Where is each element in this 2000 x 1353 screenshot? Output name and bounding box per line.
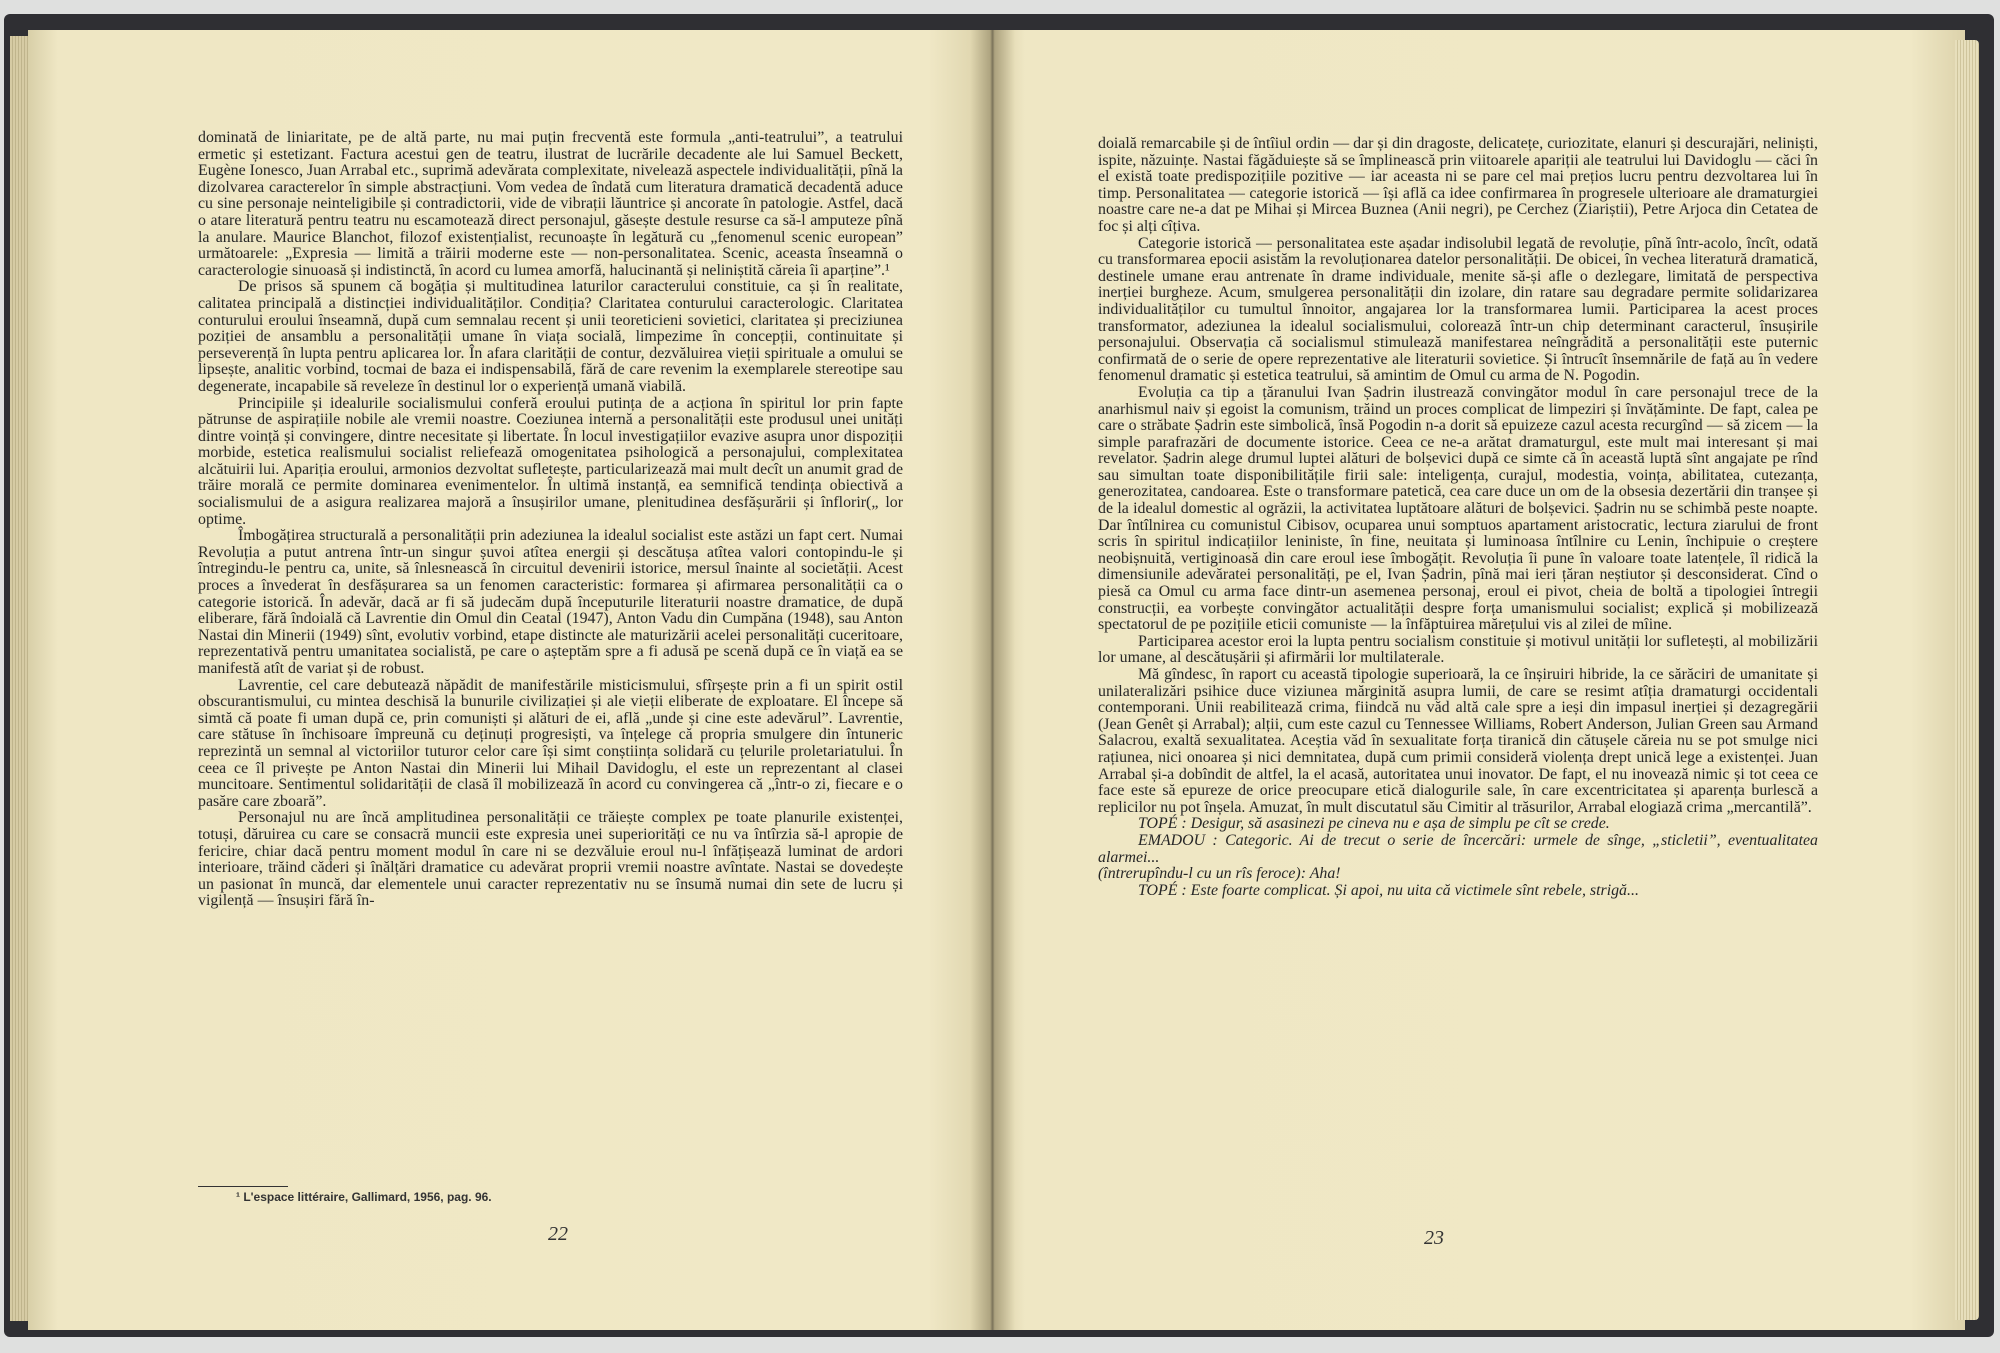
- right-page: [990, 30, 1965, 1330]
- paragraph: De prisos să spunem că bogăția și multitudinea laturilor caracterului constituie, ca și în realitate, calitatea principală a distincției individualităților. Condiția? Claritatea conturului caracterologic. Claritatea conturului eroului înseamnă, după cum semnalau recent și unii teoreticieni sovietici, claritatea și preciziunea poziției de ansamblu a personalității umane în viața socială, limpezime în concepții, continuitate și perseverență în lupta pentru aplicarea lor. În afara clarității de contur, dezvăluirea vieții spirituale a omului se lipsește, analitic vorbind, tocmai de baza ei indispensabilă, fără de care revenim la exemplarele stereotipe sau degenerate, incapabile să reveleze în destinul lor o experiență umană viabilă.: [198, 278, 903, 395]
- dialogue-line: TOPÉ : Desigur, să asasinezi pe cineva nu e așa de simplu pe cît se crede.: [1138, 815, 1610, 833]
- paragraph: Îmbogățirea structurală a personalității prin adeziunea la idealul socialist este astăzi un fapt cert. Numai Revoluția a putut antrena într-un singur șuvoi atîtea energii și descătușa atîtea valori contopindu-le și întregindu-le pentru ca, unite, să înlesnească în circuitul devenirii istorice, mersul înainte al societății. Acest proces a învederat în desfășurarea sa un fenomen caracteristic: formarea și afirmarea personalității ca o categorie istorică. În adevăr, dacă ar fi să judecăm după începuturile literaturii noastre dramatice, de după eliberare, fără îndoială că Lavrentie din Omul din Ceatal (1947), Anton Vadu din Cumpăna (1948), sau Anton Nastai din Minerii (1949) sînt, evolutiv vorbind, etape distincte ale maturizării acelei personalități cuceritoare, reprezentativă pentru umanitatea socialistă, pe care o așteptăm spre a fi adusă pe scenă după ce în viață ea se manifestă atît de variat și de robust.: [198, 527, 903, 677]
- dialogue-line: EMADOU : Categoric. Ai de trecut o serie de încercări: urmele de sînge, „sticletii”, eventualitatea alarmei...: [1098, 831, 1818, 866]
- paragraph: dominată de liniaritate, pe de altă parte, nu mai puțin frecventă este formula „anti-teatrului”, a teatrului ermetic și estetizant. Factura acestui gen de teatru, ilustrat de lucrările decadente ale lui Samuel Beckett, Eugène Ionesco, Juan Arrabal etc., suprimă adevărata complexitate, nivelează aspectele individualității, pînă la dizolvarea caracterelor în simple abstracțiuni. Vom vedea de îndată cum literatura dramatică decadentă aduce cu sine personaje neinteligibile și contradictorii, vide de vibrații lăuntrice și ancorate în patologie. Astfel, dacă o atare literatură pentru teatru nu escamotează direct personajul, găsește destule resurse ca să-l amputeze pînă la anulare. Maurice Blanchot, filozof existențialist, recunoaște în legătură cu „fenomenul scenic european” următoarele: „Expresia — limită a trăirii moderne este — non-personalitatea. Scenic, aceasta înseamnă o caracterologie sinuoasă și indistinctă, în acord cu lumea amorfă, halucinantă și neliniștită căreia îi aparține”.¹: [198, 129, 903, 279]
- footnote: ¹ L'espace littéraire, Gallimard, 1956, pag. 96.: [236, 1190, 492, 1204]
- page-number: 23: [1424, 1227, 1444, 1249]
- page-number: 22: [548, 1223, 568, 1245]
- paragraph: Mă gîndesc, în raport cu această tipologie superioară, la ce înșiruiri hibride, la ce sărăciri de umanitate și unilateralizări psihice duce viziunea mărginită asupra lumii, de care se resimt atîția dramaturgi occidentali contemporani. Unii reabilitează crima, fiindcă nu văd altă cale spre a ieși din impasul inerției și dezagregării (Jean Genêt și Arrabal); alții, cum este cazul cu Tennessee Williams, Robert Anderson, Julian Green sau Armand Salacrou, exaltă sexualitatea. Aceștia văd în sexualitate forța tiranică din cătușele căreia nu se pot smulge nici rațiunea, nici onoarea și nici demnitatea, după cum primii consideră violența drept unică lege a existenței. Juan Arrabal și-a dobîndit de altfel, la el acasă, autoritatea unui inovator. De fapt, el nu inovează nimic și tot ceea ce face este să epureze de orice preocupare etică dialogurile sale, în care excentricitatea și aparența burlescă a replicilor nu pot înșela. Amuzat, în mult discutatul său Cimitir al trăsurilor, Arrabal elogiază crima „mercantilă”.: [1098, 666, 1818, 816]
- footnote-rule: [198, 1186, 288, 1187]
- paragraph: Principiile și idealurile socialismului conferă eroului putința de a acționa în spiritul lor prin fapte pătrunse de aspirațiile nobile ale vremii noastre. Coeziunea internă a personalității este produsul unei unități dintre voință și convingere, dintre necesitate și libertate. În locul investigațiilor evazive asupra unor dispoziții morbide, estetica realismului socialist reliefează omogenitatea psihologică a personajului, complexitatea alcătuirii lui. Apariția eroului, armonios dezvoltat sufletește, particularizează mai mult decît un anumit grad de trăire morală ce permite dominarea evenimentelor. În ultimă instanță, ea semnifică tendința obiectivă a socialismului de a asigura realizarea majoră a însușirilor umane, plenitudinea desfășurării și înflorir(„ lor optime.: [198, 394, 903, 528]
- dialogue-line: TOPÉ : Este foarte complicat. Și apoi, nu uita că victimele sînt rebele, strigă...: [1138, 881, 1639, 899]
- left-page-text: [198, 130, 903, 910]
- right-page-text: [1098, 136, 1818, 899]
- paragraph: doială remarcabile și de întîiul ordin — dar și din dragoste, delicatețe, curiozitate, elanuri și descurajări, neliniști, ispite, năzuințe. Nastai făgăduiește să se împlinească prin viitoarele apariții ale teatrului lui Davidoglu — căci în el există toate predispozițiile pozitive — iar aceasta ni se pare cel mai prețios lucru pentru dezvoltarea lui în timp. Personalitatea — categorie istorică — își află ca idee confirmarea în progresele ulterioare ale dramaturgiei noastre care ne-a dat pe Mihai și Mircea Buznea (Anii negri), pe Cerchez (Ziariștii), Petre Arjoca din Cetatea de foc și alți cîțiva.: [1098, 135, 1818, 235]
- paragraph: Participarea acestor eroi la lupta pentru socialism constituie și motivul unității lor sufletești, al mobilizării lor umane, al descătușării și afirmării lor multilaterale.: [1098, 632, 1818, 667]
- dialogue-line: (întrerupîndu-l cu un rîs feroce): Aha!: [1098, 865, 1341, 883]
- paragraph: Lavrentie, cel care debutează năpădit de manifestările misticismului, sfîrșește prin a fi un spirit ostil obscurantismului, cu mintea deschisă la bunurile civilizației și ale vieții eliberate de exploatare. El începe să simtă că poate fi uman după ce, prin comuniști și alături de ei, află „unde și cine este adevărul”. Lavrentie, care stătuse în închisoare împreună cu deținuți progresiști, va înțelege că propria smulgere din întuneric reprezintă un semnal al victoriilor tuturor celor care își simt conștiința solidară cu țelurile proletariatului. În ceea ce îl privește pe Anton Nastai din Minerii lui Mihail Davidoglu, el este un reprezentant al clasei muncitoare. Sentimentul solidarității de clasă îl mobilizează în acord cu convingerea că „într-o zi, fiecare e o pasăre care zboară”.: [198, 676, 903, 810]
- right-page-edges: [1955, 40, 1979, 1320]
- paragraph: Categorie istorică — personalitatea este așadar indisolubil legată de revoluție, pînă într-acolo, încît, odată cu transformarea epocii asistăm la revoluționarea datelor personalității. De obicei, în vechea literatură dramatică, destinele umane erau antrenate în drame individuale, menite să-și afle o dezlegare, limitată de perspectiva inerției burgheze. Acum, smulgerea personalității din izolare, din ratare sau degradare permite solidarizarea individualităților cu tumultul înnoitor, angajarea lor la transformarea lumii. Participarea la acest proces transformator, adeziunea la idealul socialismului, colorează într-un chip determinant caracterul, însușirile personajului. Observația că socialismul stimulează manifestarea neîngrădită a personalității este puternic confirmată de o serie de opere reprezentative ale literaturii sovietice. Și întrucît însemnările de față au în vedere fenomenul dramatic și estetica teatrului, să amintim de Omul cu arma de N. Pogodin.: [1098, 234, 1818, 385]
- book-gutter: [970, 30, 1015, 1330]
- paragraph: Evoluția ca tip a țăranului Ivan Șadrin ilustrează convingător modul în care personajul trece de la anarhismul naiv și egoist la comunism, trăind un proces complicat de limpeziri și învățăminte. De fapt, calea pe care o străbate Șadrin este simbolică, însă Pogodin n-a dorit să epuizeze cazul acesta recurgînd — să zicem — la simple parafrazări de documente istorice. Ceea ce ne-a arătat dramaturgul, este mult mai interesant și mai revelator. Șadrin alege drumul luptei alături de bolșevici după ce simte că în această luptă sînt angajate pe rînd sau simultan toate disponibilitățile firii sale: inteligența, curajul, modestia, voința, abilitatea, cutezanța, generozitatea, candoarea. Este o transformare patetică, cea care duce un om de la obsesia dezertării din tranșee și de la idealul domestic al ogrăzii, la activitatea luptătoare alături de bolșevici. Șadrin nu se schimbă peste noapte. Dar întîlnirea cu comunistul Cibisov, ocuparea unui somptuos apartament aristocratic, lectura ziarului de front scris în spiritul indicațiilor leniniste, în fine, neuitata și luminoasa întîlnire cu Lenin, închipuie o creștere neobișnuită, vertiginoasă din care eroul iese îmbogățit. Revoluția îi pune în valoare toate latențele, îl ridică la dimensiunile adevăratei personalități, pe el, Ivan Șadrin, pînă mai ieri țăran neștiutor și desconsiderat. Cînd o piesă ca Omul cu arma face dintr-un asemenea personaj, eroul ei pivot, cheia de boltă a tipologiei întregii construcții, ea vorbește convingător actualității despre forța umanismului socialist; explică și mobilizează spectatorul de pe pozițiile eticii comuniste — la înfăptuirea mărețului vis al zilei de mîine.: [1098, 383, 1818, 634]
- paragraph: Personajul nu are încă amplitudinea personalității ce trăiește complex pe toate planurile existenței, totuși, dăruirea cu care se consacră muncii este expresia unei superiorități ce nu va întîrzia să-l apropie de fericire, chiar dacă pentru moment modul în care ni se dezvăluie eroul nu-l înfățișează luminat de ardori interioare, trăind căderi și înălțări dramatice cu adevărat proprii vremii noastre avîntate. Nastai se dovedește un pasionat în muncă, dar elementele unui caracter reprezentativ nu se însumă numai din sete de lucru și vigilență — însușiri fără în-: [198, 809, 903, 910]
- left-page: [28, 30, 993, 1330]
- left-page-edges: [10, 36, 30, 1321]
